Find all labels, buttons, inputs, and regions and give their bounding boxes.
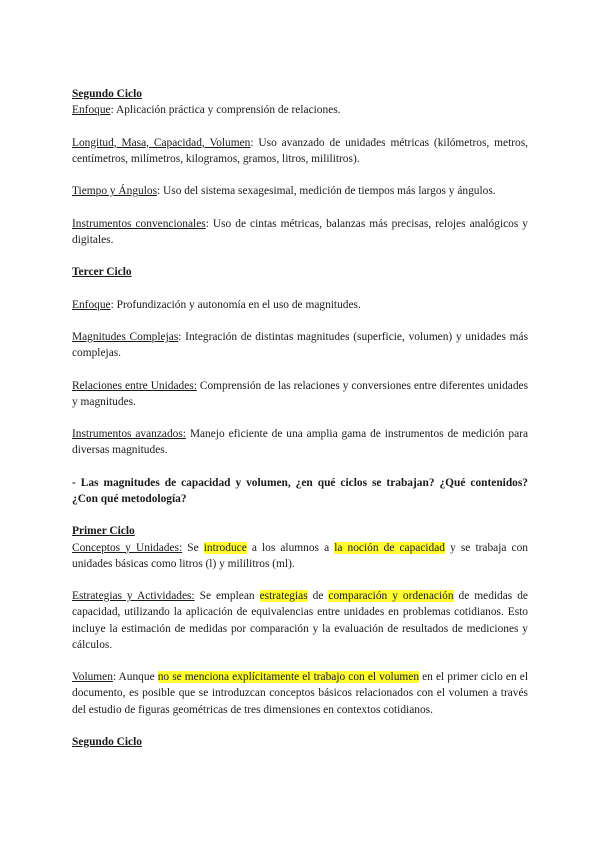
paragraph-relaciones (72, 378, 528, 410)
paragraph-text: Comprensión de las relaciones y conversiones entre diferentes unidades y magnitudes. (72, 379, 528, 408)
paragraph-enfoque (72, 102, 528, 118)
section-heading-segundo-ciclo: Segundo Ciclo (72, 88, 142, 100)
paragraph-text: Se (182, 541, 204, 554)
paragraph-text: de (307, 590, 329, 603)
term-label: Tiempo y Ángulos (72, 185, 158, 198)
paragraph-text: de medidas de capacidad, utilizando la aplicación de equivalencias entre unidades en problemas cotidianos. Esto incluye la estimación de medidas por comparación y la evaluación de resultados de mediciones y cálculos. (72, 590, 528, 651)
highlighted-text: la noción de capacidad (334, 541, 445, 554)
paragraph-longitud (72, 135, 528, 167)
term-label: Estrategias y Actividades: (72, 590, 195, 603)
highlighted-text: estrategias (259, 590, 308, 603)
paragraph-text: : Profundización y autonomía en el uso de magnitudes. (110, 298, 361, 311)
paragraph-conceptos (72, 540, 528, 572)
term-label: Magnitudes Complejas (72, 330, 179, 343)
section-heading-tercer-ciclo: Tercer Ciclo (72, 266, 132, 279)
highlighted-text: introduce (203, 541, 247, 554)
paragraph-estrategias (72, 588, 528, 653)
term-label: Enfoque (72, 298, 111, 311)
paragraph-text: Se emplean (194, 590, 260, 603)
paragraph-text: : Uso del sistema sexagesimal, medición de tiempos más largos y ángulos. (157, 185, 496, 198)
term-label: Enfoque (72, 104, 111, 117)
paragraph-text: : Uso avanzado de unidades métricas (kilómetros, metros, centímetros, milímetros, kilogramos, gramos, litros, mililitros). (72, 136, 528, 165)
paragraph-text: y se trabaja con unidades básicas como litros (l) y mililitros (ml). (72, 541, 528, 570)
term-label: Relaciones entre Unidades: (72, 379, 197, 392)
paragraph-instrumentos (72, 216, 528, 248)
paragraph-enfoque (72, 297, 528, 313)
paragraph-text: : Uso de cintas métricas, balanzas más precisas, relojes analógicos y digitales. (72, 217, 529, 246)
term-label: Volumen (72, 671, 113, 684)
paragraph-volumen (72, 669, 528, 718)
question-text: - Las magnitudes de capacidad y volumen, ¿en qué ciclos se trabajan? ¿Qué contenidos? ¿Con qué metodología? (72, 476, 528, 505)
highlighted-text: no se menciona explícitamente el trabajo con el volumen (157, 671, 420, 684)
paragraph-text: en el primer ciclo en el documento, es posible que se introduzcan conceptos básicos relacionados con el volumen a través del estudio de figuras geométricas de tres dimensiones en contextos cotidianos. (72, 671, 528, 716)
paragraph-instrumentos (72, 426, 528, 458)
paragraph-text: : Integración de distintas magnitudes (superficie, volumen) y unidades más complejas. (72, 330, 528, 360)
paragraph-text: Manejo eficiente de una amplia gama de instrumentos de medición para diversas magnitudes. (72, 428, 528, 457)
paragraph-magnitudes (72, 329, 528, 361)
term-label: Conceptos y Unidades: (72, 541, 183, 554)
section-heading-primer-ciclo: Primer Ciclo (72, 525, 135, 538)
term-label: Instrumentos convencionales (72, 217, 206, 230)
paragraph-text: a los alumnos a (246, 541, 335, 554)
paragraph-text: : Aplicación práctica y comprensión de relaciones. (110, 104, 341, 117)
section-heading-segundo-ciclo-bottom: Segundo Ciclo (72, 735, 142, 748)
paragraph-tiempo (72, 183, 528, 199)
paragraph-text: : Aunque (112, 671, 158, 684)
highlighted-text: comparación y ordenación (328, 590, 454, 603)
term-label: Instrumentos avanzados: (72, 428, 186, 441)
term-label: Longitud, Masa, Capacidad, Volumen (72, 136, 251, 149)
